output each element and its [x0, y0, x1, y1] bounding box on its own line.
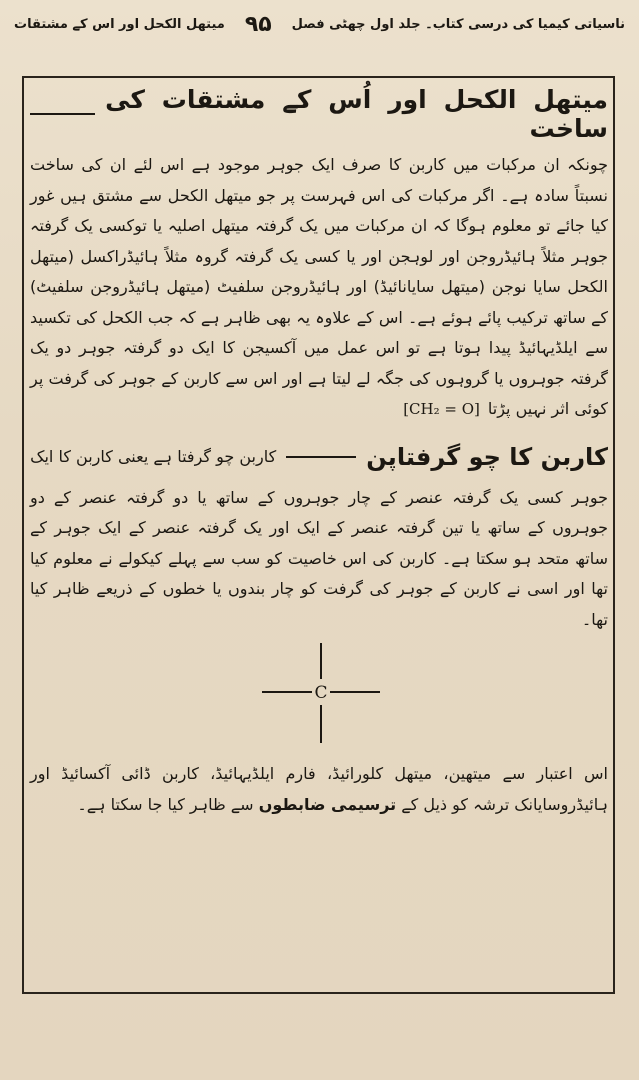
carbon-bond-svg [30, 635, 608, 753]
chapter-heading-line [30, 84, 608, 144]
heading-dash [30, 113, 95, 115]
page-content [30, 84, 608, 820]
carbon-atom-label: C [314, 683, 328, 703]
running-header [14, 6, 625, 42]
header-left-title: ناسیاتی کیمیا کی درسی کتاب۔ جلد اول چھٹی فصل [291, 16, 625, 32]
header-right-title: میتھل الکحل اور اس کے مشتقات [14, 16, 225, 32]
chapter-heading: میتھل الکحل اور اُس کے مشتقات کی ساخت [105, 85, 608, 143]
page-number: ۹۵ [244, 11, 272, 37]
closing-paragraph-start: اس اعتبار سے میتھین، میتھل کلورائیڈ، فارم ایلڈیہائیڈ، کاربن ڈائی آکسائیڈ اور ہائیڈروسایانک ترشہ کو ذیل کے [30, 764, 608, 814]
closing-bold-phrase: ترسیمی ضابطوں [258, 794, 397, 814]
section-heading-dash [286, 456, 356, 458]
chapter-paragraph [30, 150, 608, 425]
section-paragraph: جوہر کسی یک گرفتہ عنصر کے چار جوہروں کے ساتھ یا دو گرفتہ عنصر کے دو جوہروں کے ساتھ یا تین گرفتہ عنصر کے ایک اور یک گرفتہ عنصر کے ایک جوہر کے ساتھ متحد ہو سکتا ہے۔ کاربن کی اس خاصیت کو سب سے پہلے کیکولے نے معلوم کیا تھا اور اسی نے کاربن کے جوہر کی گرفت کو چار بندوں یا خطوں کے ذریعے ظاہر کیا تھا۔ [30, 487, 608, 629]
section-heading-line [30, 431, 608, 483]
section-heading-tail: کاربن چو گرفتا ہے یعنی کاربن کا ایک [30, 447, 277, 466]
carbon-tetravalency-diagram [30, 635, 608, 753]
section-heading: کاربن کا چو گرفتاپن [366, 442, 608, 471]
formaldehyde-formula: [CH₂ = O] [403, 400, 480, 418]
chapter-paragraph-text: چونکہ ان مرکبات میں کاربن کا صرف ایک جوہر موجود ہے اس لئے ان کی ساخت نسبتاً سادہ ہے۔ اگر مرکبات کی اس فہرست پر جو میتھل الکحل سے مشتق ہیں غور کیا جائے تو معلوم ہوگا کہ ان مرکبات میں یک گرفتہ میتھل اصلیہ یا توکسی یک گرفتہ جوہر مثلاً ہائیڈروجن اور لوہجن اور یا کسی یک گرفتہ گروہ مثلاً ہائیڈراکسل (میتھل الکحل سایا نوجن (میتھل سایانائیڈ) اور ہائیڈروجن سلفیٹ (میتھل ہائیڈروجن سلفیٹ) کے ساتھ ترکیب پائے ہوئے ہے۔ اس کے علاوہ یہ بھی ظاہر ہے کہ جب الکحل کی تکسید سے ایلڈیہائیڈ پیدا ہوتا ہے تو اس عمل میں آکسیجن کا ایک دو گرفتہ جوہر دو یک گرفتہ جوہروں یا گروہوں کی جگہ لے لیتا ہے اور اس سے کاربن کے جوہر کی گرفت پر کوئی اثر نہیں پڑتا [30, 155, 608, 418]
closing-paragraph-end: سے ظاہر کیا جا سکتا ہے۔ [77, 794, 254, 814]
closing-paragraph [30, 759, 608, 820]
